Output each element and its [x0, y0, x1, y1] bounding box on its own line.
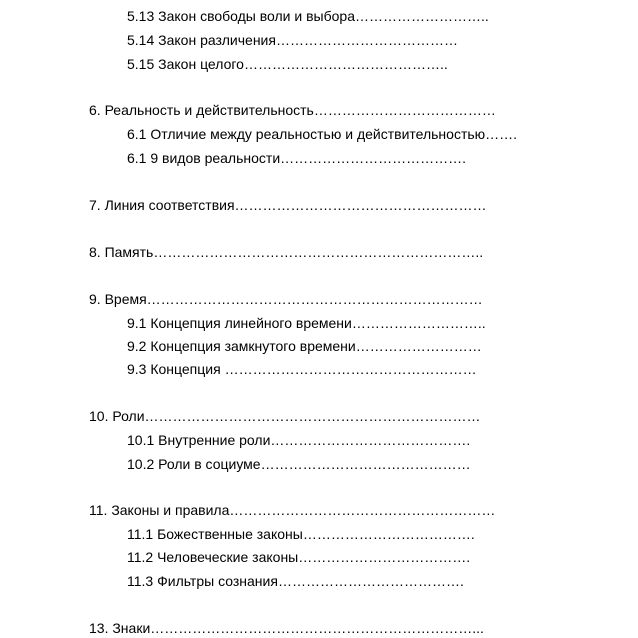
- toc-entry-6: 6. Реальность и действительность…………………………………: [89, 102, 496, 118]
- toc-entry-10-1: 10.1 Внутренние роли…………………………………….: [127, 432, 471, 448]
- toc-entry-5-15: 5.15 Закон целого……………………………………..: [127, 56, 448, 72]
- toc-entry-8: 8. Память……………………………………………………………..: [89, 244, 484, 260]
- toc-entry-10-2: 10.2 Роли в социуме………………………………………: [127, 456, 471, 472]
- toc-entry-7: 7. Линия соответствия………………………………………………: [89, 197, 487, 213]
- toc-entry-9-1: 9.1 Концепция линейного времени………………………..: [127, 315, 486, 331]
- toc-entry-5-13: 5.13 Закон свободы воли и выбора………………………..: [127, 8, 489, 24]
- toc-entry-9-3: 9.3 Концепция ………………………………………………: [127, 361, 477, 377]
- toc-entry-6-1: 6.1 Отличие между реальностью и действительностью…….: [127, 126, 518, 142]
- toc-entry-11-3: 11.3 Фильтры сознания………………………………….: [127, 573, 464, 589]
- toc-entry-11-1: 11.1 Божественные законы……………………………….: [127, 526, 475, 542]
- toc-entry-9: 9. Время………………………………………………………………: [89, 291, 483, 307]
- toc-entry-10: 10. Роли………………………………………………………………: [89, 408, 481, 424]
- toc-entry-11-2: 11.2 Человеческие законы……………………………….: [127, 549, 471, 565]
- toc-entry-5-14: 5.14 Закон различения…………………………………: [127, 32, 458, 48]
- toc-entry-11: 11. Законы и правила…………………………………………………: [89, 502, 496, 518]
- toc-entry-6-1b: 6.1 9 видов реальности………………………………….: [127, 150, 467, 166]
- toc-entry-9-2: 9.2 Концепция замкнутого времени………………………: [127, 338, 482, 354]
- toc-entry-13: 13. Знаки……………………………………………………………...: [89, 620, 484, 636]
